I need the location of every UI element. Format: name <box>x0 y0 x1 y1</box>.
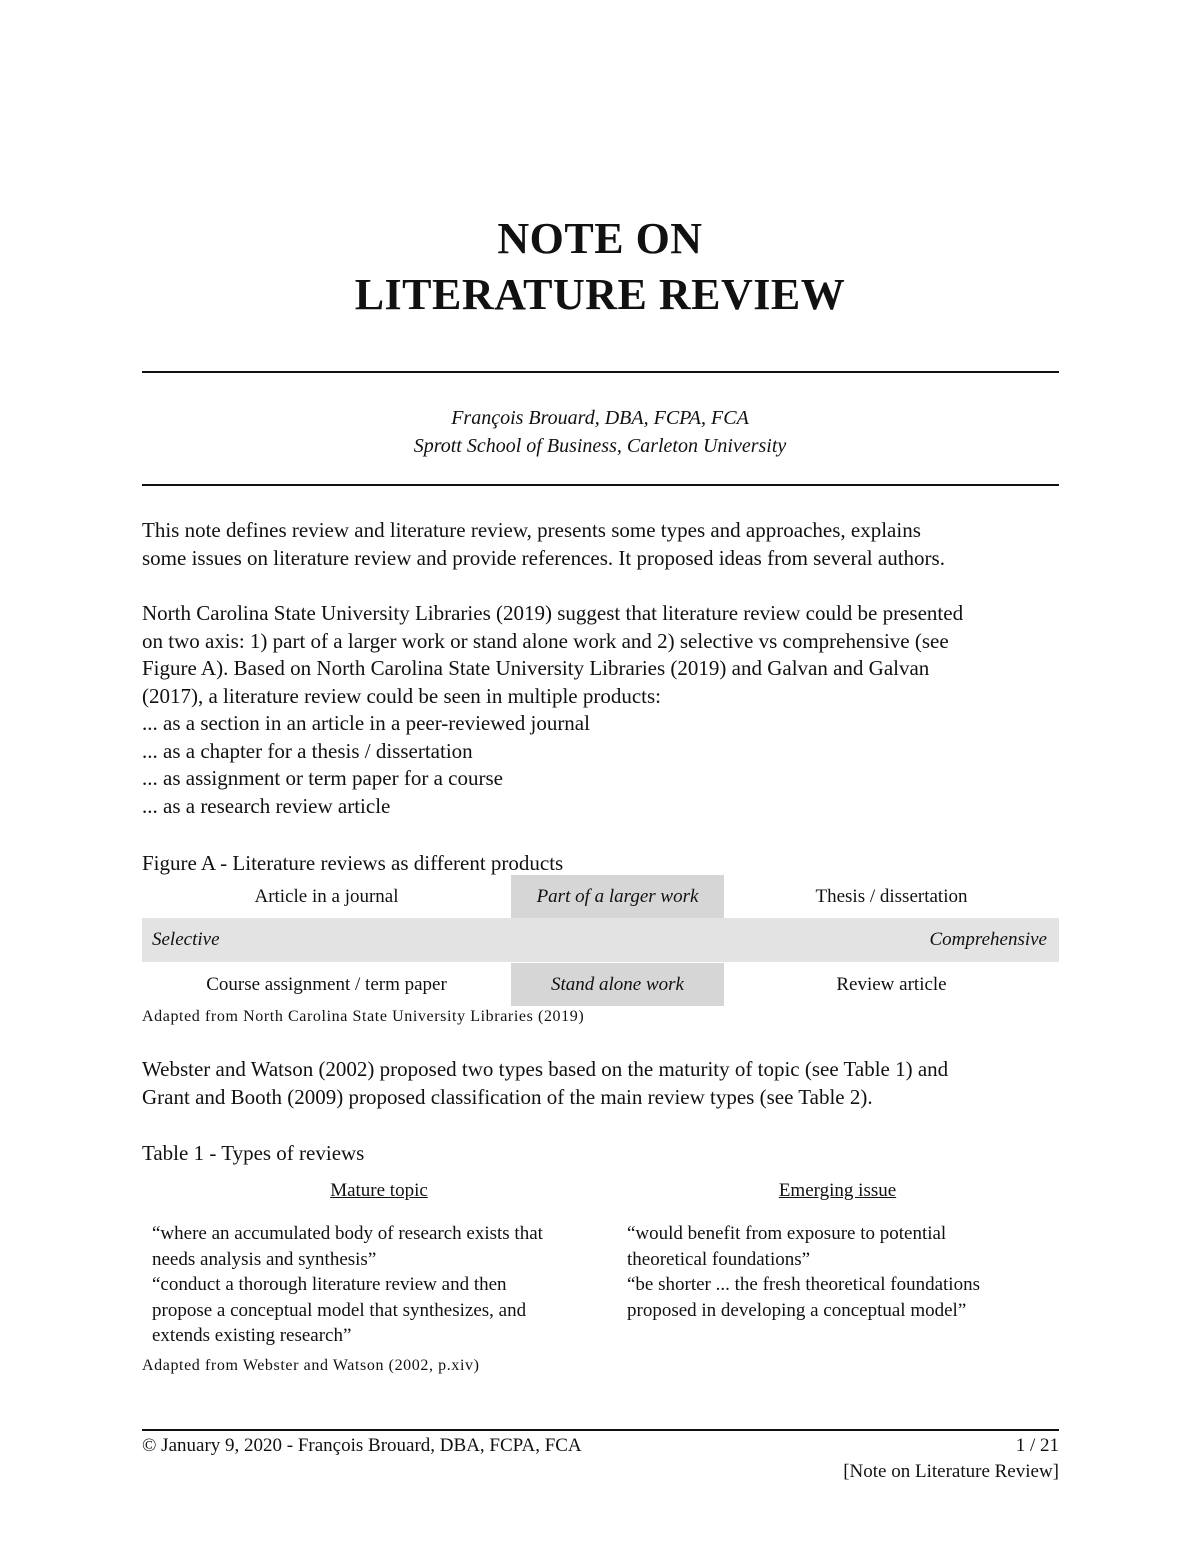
products-list-item: ... as a research review article <box>142 793 391 818</box>
types-line: Grant and Booth (2009) proposed classification of the main review types (see Table 2). <box>142 1084 873 1109</box>
products-line: (2017), a literature review could be seen in multiple products: <box>142 683 662 708</box>
figure-a-cell-review-article: Review article <box>836 973 947 995</box>
intro-line: This note defines review and literature review, presents some types and approaches, explains <box>142 518 921 542</box>
figure-a-cell-stand-alone-work: Stand alone work <box>511 963 724 1006</box>
table-1-cell-emerging-issue <box>627 1221 980 1323</box>
table-1-source: Adapted from Webster and Watson (2002, p.xiv) <box>142 1357 480 1374</box>
title-line-2: LITERATURE REVIEW <box>354 270 846 319</box>
products-list-item: ... as a chapter for a thesis / dissertation <box>142 738 473 763</box>
intro-paragraph <box>142 517 1062 572</box>
products-line: on two axis: 1) part of a larger work or stand alone work and 2) selective vs comprehensive (see <box>142 628 949 653</box>
table-1-line: theoretical foundations” <box>627 1248 811 1270</box>
figure-a-cell-article: Article in a journal <box>254 885 399 907</box>
footer-page-number: 1 / 21 <box>1015 1435 1059 1456</box>
figure-a-axis-band <box>142 918 1059 962</box>
table-1-line: “would benefit from exposure to potential <box>627 1223 947 1244</box>
figure-a-axis-comprehensive: Comprehensive <box>929 929 1047 950</box>
author-affiliation: Sprott School of Business, Carleton University <box>413 435 787 457</box>
table-1-line: proposed in developing a conceptual model” <box>627 1299 967 1321</box>
figure-a-cell-course-assignment: Course assignment / term paper <box>206 973 447 995</box>
types-paragraph <box>142 1056 1062 1111</box>
table-1-line: “be shorter ... the fresh theoretical foundations <box>627 1274 980 1295</box>
footer-document-title: [Note on Literature Review] <box>843 1461 1059 1482</box>
figure-a-axis-selective: Selective <box>152 929 220 950</box>
rule-top <box>142 371 1059 373</box>
products-list-item: ... as a section in an article in a peer-reviewed journal <box>142 711 590 735</box>
figure-a-caption: Figure A - Literature reviews as different products <box>142 851 564 875</box>
table-1-header-mature-topic: Mature topic <box>330 1180 428 1201</box>
table-1-header-emerging-issue: Emerging issue <box>778 1180 897 1201</box>
table-1-line: needs analysis and synthesis” <box>152 1248 377 1270</box>
products-paragraph <box>142 600 1062 820</box>
table-1-line: extends existing research” <box>152 1325 352 1346</box>
figure-a <box>142 875 1059 1006</box>
rule-bottom <box>142 484 1059 486</box>
table-1-caption: Table 1 - Types of reviews <box>142 1141 365 1165</box>
title-line-1: NOTE ON <box>497 214 703 263</box>
table-1-cell-mature-topic <box>152 1221 543 1349</box>
table-1-line: propose a conceptual model that synthesizes, and <box>152 1299 527 1321</box>
footer-copyright: © January 9, 2020 - François Brouard, DBA, FCPA, FCA <box>142 1435 582 1456</box>
figure-a-cell-thesis: Thesis / dissertation <box>815 885 968 907</box>
footer-rule <box>142 1429 1059 1431</box>
table-1-line: “conduct a thorough literature review and then <box>152 1274 507 1295</box>
types-line: Webster and Watson (2002) proposed two types based on the maturity of topic (see Table 1) and <box>142 1057 949 1081</box>
products-list-item: ... as assignment or term paper for a course <box>142 766 503 790</box>
products-line: Figure A). Based on North Carolina State University Libraries (2019) and Galvan and Galvan <box>142 656 930 680</box>
author-name: François Brouard, DBA, FCPA, FCA <box>451 407 749 429</box>
products-line: North Carolina State University Libraries (2019) suggest that literature review could be presented <box>142 601 964 625</box>
table-1-line: “where an accumulated body of research exists that <box>152 1223 543 1244</box>
figure-a-cell-part-of-larger-work: Part of a larger work <box>511 875 724 918</box>
figure-a-source: Adapted from North Carolina State University Libraries (2019) <box>142 1008 585 1025</box>
intro-line: some issues on literature review and provide references. It proposed ideas from several authors. <box>142 545 945 570</box>
